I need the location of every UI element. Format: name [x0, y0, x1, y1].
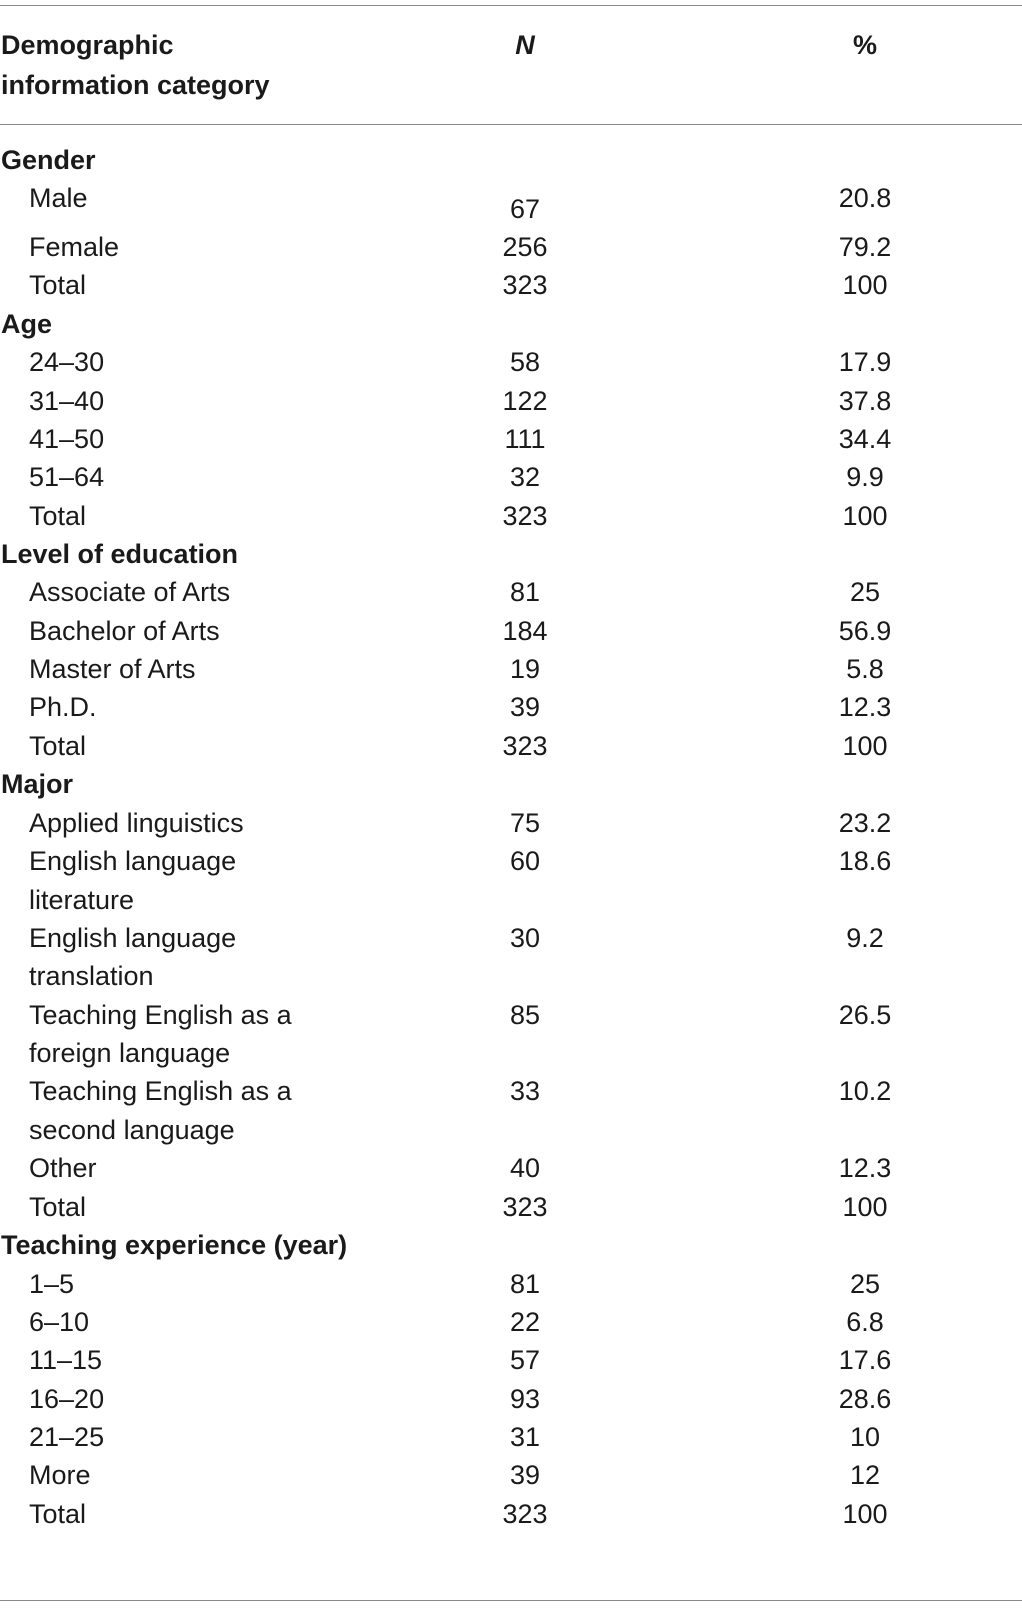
row-pct: 12.3: [838, 692, 892, 722]
row-label-line1: Teaching English as a: [29, 1000, 292, 1030]
header-divider-rule: [0, 124, 1022, 125]
row-n: 323: [502, 1192, 548, 1222]
row-label: 24–30: [29, 347, 105, 377]
row-label: Master of Arts: [29, 654, 196, 684]
row-pct: 9.2: [846, 923, 884, 953]
row-pct: 18.6: [838, 846, 892, 876]
row-label: More: [29, 1460, 91, 1490]
section-teaching-experience: Teaching experience (year): [1, 1230, 348, 1260]
row-n: 30: [509, 923, 541, 953]
row-pct: 9.9: [846, 462, 884, 492]
row-label: 31–40: [29, 386, 105, 416]
row-label: Total: [29, 1499, 87, 1529]
section-major: Major: [1, 769, 74, 799]
row-pct: 79.2: [838, 232, 892, 262]
row-label-line2: literature: [29, 885, 135, 915]
row-label: Female: [29, 232, 120, 262]
header-n: N: [515, 30, 535, 60]
row-label: Total: [29, 501, 87, 531]
row-label-line1: English language: [29, 923, 237, 953]
row-pct: 100: [842, 1499, 888, 1529]
row-pct: 20.8: [838, 183, 892, 213]
row-label: 16–20: [29, 1384, 105, 1414]
row-n: 40: [509, 1153, 541, 1183]
section-age: Age: [1, 309, 53, 339]
row-label: Male: [29, 183, 88, 213]
row-label: Applied linguistics: [29, 808, 244, 838]
row-n: 67: [509, 194, 541, 224]
row-pct: 37.8: [838, 386, 892, 416]
row-label-line1: English language: [29, 846, 237, 876]
header-percent: %: [852, 30, 877, 60]
row-label: Associate of Arts: [29, 577, 231, 607]
row-n: 39: [509, 1460, 541, 1490]
section-education: Level of education: [1, 539, 239, 569]
row-n: 85: [509, 1000, 541, 1030]
row-label: Total: [29, 270, 87, 300]
table-top-rule: [0, 5, 1022, 6]
row-label-line2: foreign language: [29, 1038, 231, 1068]
row-n: 57: [509, 1345, 541, 1375]
row-n: 19: [509, 654, 541, 684]
row-pct: 100: [842, 501, 888, 531]
row-pct: 100: [842, 270, 888, 300]
row-n: 33: [509, 1076, 541, 1106]
row-n: 32: [509, 462, 541, 492]
row-n: 122: [502, 386, 548, 416]
row-n: 323: [502, 1499, 548, 1529]
row-pct: 12: [849, 1460, 881, 1490]
row-n: 323: [502, 731, 548, 761]
row-label: Ph.D.: [29, 692, 97, 722]
row-pct: 56.9: [838, 616, 892, 646]
row-n: 111: [504, 424, 546, 454]
row-label-line1: Teaching English as a: [29, 1076, 292, 1106]
row-pct: 28.6: [838, 1384, 892, 1414]
row-pct: 100: [842, 731, 888, 761]
row-n: 323: [502, 270, 548, 300]
row-n: 22: [509, 1307, 541, 1337]
row-pct: 5.8: [846, 654, 884, 684]
row-label: 21–25: [29, 1422, 105, 1452]
row-pct: 23.2: [838, 808, 892, 838]
row-pct: 6.8: [846, 1307, 884, 1337]
row-n: 323: [502, 501, 548, 531]
table-bottom-rule: [0, 1600, 1022, 1601]
row-pct: 26.5: [838, 1000, 892, 1030]
row-label: 11–15: [29, 1345, 103, 1375]
row-n: 81: [509, 577, 541, 607]
row-pct: 100: [842, 1192, 888, 1222]
row-pct: 25: [849, 1269, 881, 1299]
row-label: Total: [29, 731, 87, 761]
row-n: 93: [509, 1384, 541, 1414]
row-label: Total: [29, 1192, 87, 1222]
row-label: 51–64: [29, 462, 105, 492]
header-category: Demographic information category: [1, 30, 270, 100]
row-n: 184: [502, 616, 548, 646]
row-n: 39: [509, 692, 541, 722]
row-pct: 34.4: [838, 424, 892, 454]
row-n: 75: [509, 808, 541, 838]
row-pct: 12.3: [838, 1153, 892, 1183]
row-n: 81: [509, 1269, 541, 1299]
row-label: 1–5: [29, 1269, 75, 1299]
row-pct: 25: [849, 577, 881, 607]
row-pct: 17.6: [838, 1345, 892, 1375]
row-n: 60: [509, 846, 541, 876]
row-label-line2: second language: [29, 1115, 235, 1145]
row-label: Bachelor of Arts: [29, 616, 220, 646]
row-pct: 10.2: [838, 1076, 892, 1106]
section-gender: Gender: [1, 145, 96, 175]
row-label: 6–10: [29, 1307, 90, 1337]
row-n: 58: [509, 347, 541, 377]
row-label-line2: translation: [29, 961, 154, 991]
row-n: 256: [502, 232, 548, 262]
row-pct: 10: [849, 1422, 881, 1452]
row-label: Other: [29, 1153, 97, 1183]
row-pct: 17.9: [838, 347, 892, 377]
row-label: 41–50: [29, 424, 105, 454]
row-n: 31: [509, 1422, 541, 1452]
